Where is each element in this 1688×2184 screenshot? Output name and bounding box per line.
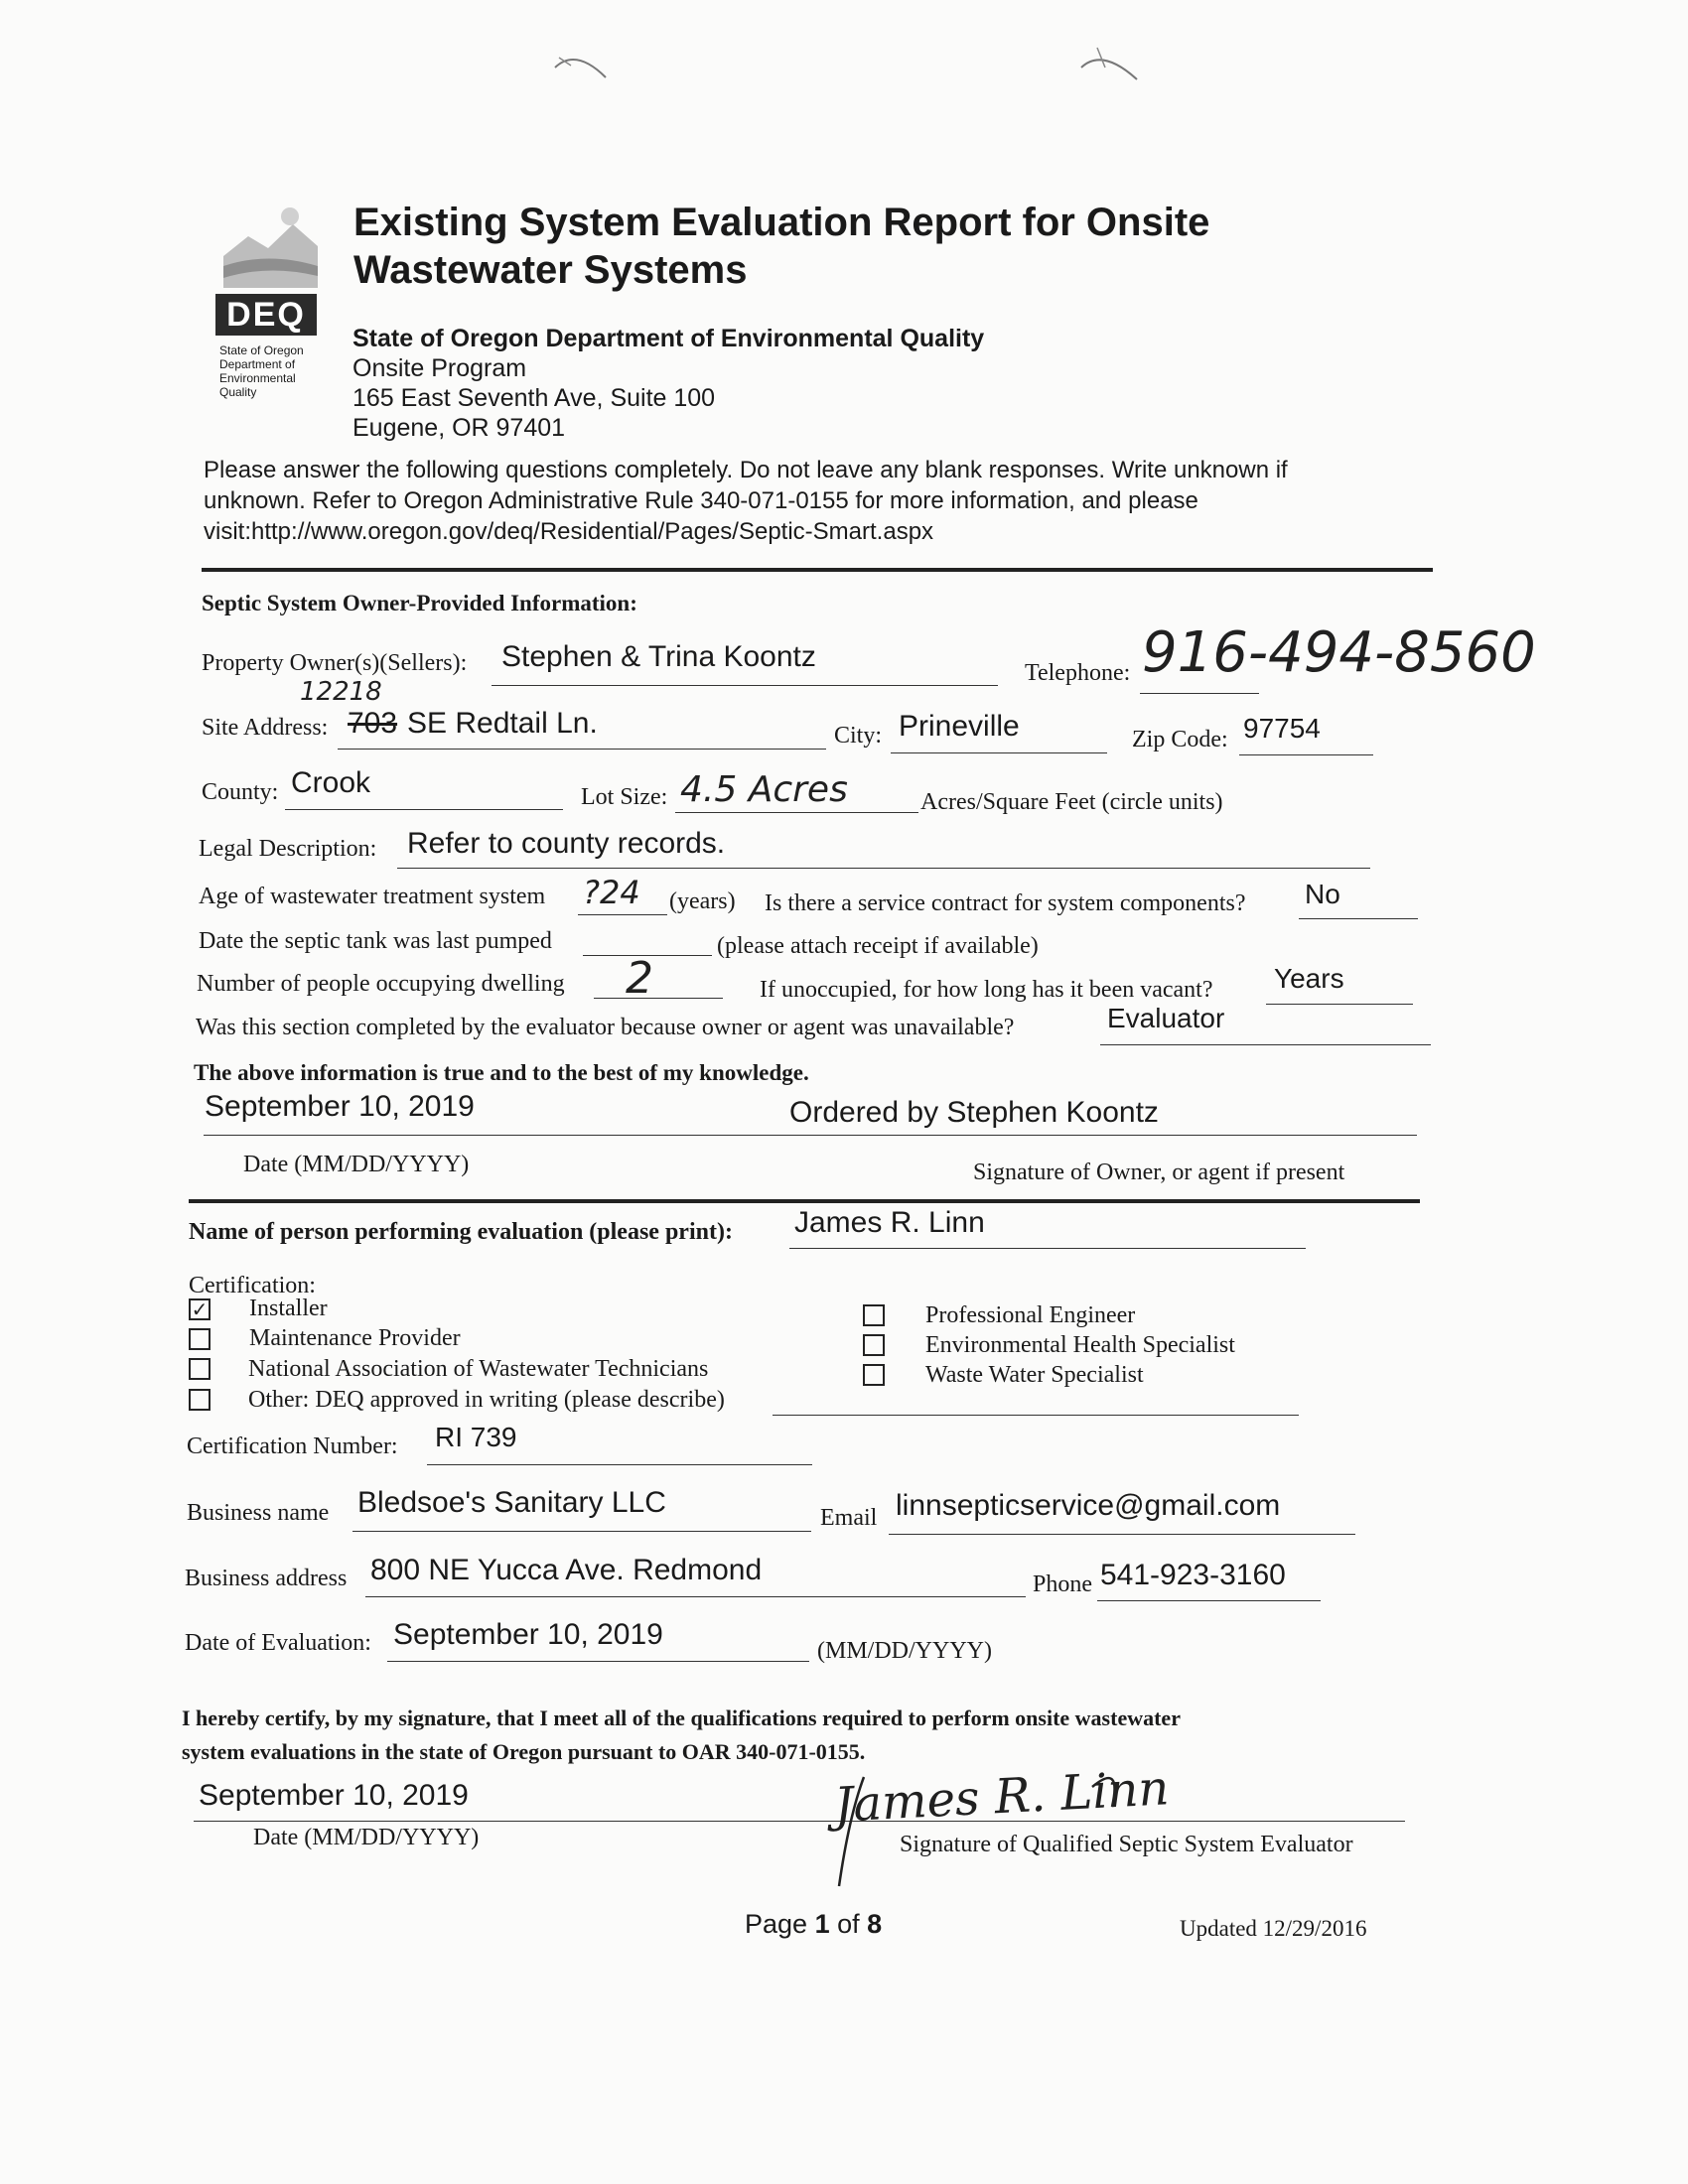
- scan-mark-left: [541, 38, 621, 87]
- cert-option-installer: Installer: [249, 1296, 328, 1321]
- checkbox-other[interactable]: [189, 1389, 211, 1411]
- business-address-field[interactable]: 800 NE Yucca Ave. Redmond: [370, 1554, 763, 1586]
- field-underline: [1140, 693, 1259, 694]
- final-signature-caption: Signature of Qualified Septic System Evaluator: [900, 1832, 1353, 1857]
- field-underline: [352, 1531, 811, 1532]
- owner-date-caption: Date (MM/DD/YYYY): [243, 1152, 470, 1177]
- evaluator-name-label: Name of person performing evaluation (please print):: [189, 1219, 733, 1245]
- evaluator-name-field[interactable]: James R. Linn: [794, 1206, 985, 1239]
- checkbox-nawt[interactable]: [189, 1358, 211, 1380]
- business-address-label: Business address: [185, 1566, 348, 1591]
- evaluation-date-format: (MM/DD/YYYY): [817, 1638, 992, 1664]
- field-underline: [492, 685, 998, 686]
- intro-text: [204, 455, 1288, 547]
- certify-line: I hereby certify, by my signature, that I meet all of the qualifications required to perform onsite wastewater: [182, 1706, 1181, 1730]
- legal-description-label: Legal Description:: [199, 836, 377, 862]
- email-field[interactable]: linnsepticservice@gmail.com: [896, 1489, 1281, 1522]
- city-label: City:: [834, 723, 883, 749]
- cert-number-field[interactable]: RI 739: [435, 1422, 517, 1452]
- certification-heading: Certification:: [189, 1273, 316, 1298]
- checkbox-maintenance-provider[interactable]: [189, 1328, 211, 1350]
- owner-section-heading: Septic System Owner-Provided Information:: [202, 591, 637, 615]
- vacancy-field[interactable]: Years: [1274, 963, 1344, 994]
- checkbox-professional-engineer[interactable]: [863, 1304, 885, 1326]
- title-line: Wastewater Systems: [353, 248, 748, 292]
- logo-caption: Department of: [219, 357, 296, 371]
- logo-caption: Environmental: [219, 371, 296, 385]
- intro-line: Please answer the following questions completely. Do not leave any blank responses. Write unknown if: [204, 457, 1288, 483]
- email-label: Email: [820, 1505, 878, 1531]
- owner-date-field[interactable]: September 10, 2019: [205, 1090, 475, 1123]
- service-contract-field[interactable]: No: [1305, 879, 1340, 909]
- cert-number-label: Certification Number:: [187, 1433, 398, 1459]
- field-underline: [1299, 918, 1418, 919]
- evaluation-date-field[interactable]: September 10, 2019: [393, 1618, 663, 1651]
- deq-logo-badge: DEQ: [215, 294, 317, 336]
- service-contract-label: Is there a service contract for system components?: [765, 890, 1246, 916]
- logo-caption: Quality: [219, 385, 257, 399]
- lot-units-label: Acres/Square Feet (circle units): [920, 789, 1223, 815]
- cert-option-other: Other: DEQ approved in writing (please describe): [248, 1387, 725, 1413]
- field-underline: [578, 914, 667, 915]
- business-name-label: Business name: [187, 1500, 330, 1526]
- program-name: Onsite Program: [352, 354, 527, 382]
- field-underline: [891, 752, 1107, 753]
- section-divider: [189, 1199, 1420, 1203]
- agency-name: State of Oregon Department of Environmental Quality: [352, 325, 985, 352]
- zip-field[interactable]: 97754: [1243, 713, 1321, 744]
- property-owner-label: Property Owner(s)(Sellers):: [202, 650, 468, 676]
- field-underline: [338, 749, 826, 750]
- site-address-struck: 703: [348, 707, 398, 740]
- scan-mark-right: [1067, 38, 1147, 87]
- landscape-icon: [218, 197, 328, 291]
- page-prefix: Page: [745, 1909, 815, 1939]
- cert-option-professional-engineer: Professional Engineer: [925, 1302, 1136, 1328]
- evaluator-question-label: Was this section completed by the evaluator because owner or agent was unavailable?: [196, 1015, 1015, 1040]
- field-underline: [1239, 754, 1373, 755]
- property-owner-field[interactable]: Stephen & Trina Koontz: [501, 640, 816, 673]
- site-address-field[interactable]: SE Redtail Ln.: [407, 707, 598, 740]
- county-label: County:: [202, 779, 279, 805]
- last-pumped-note: (please attach receipt if available): [717, 933, 1039, 959]
- field-underline: [675, 812, 918, 813]
- updated-date: Updated 12/29/2016: [1180, 1916, 1367, 1941]
- final-date-caption: Date (MM/DD/YYYY): [253, 1825, 480, 1850]
- page-of: of: [829, 1909, 868, 1939]
- lot-size-label: Lot Size:: [581, 784, 668, 810]
- cert-option-environmental-health-specialist: Environmental Health Specialist: [925, 1332, 1235, 1358]
- legal-description-field[interactable]: Refer to county records.: [407, 827, 726, 860]
- lot-size-field[interactable]: 4.5 Acres: [680, 769, 848, 810]
- field-underline: [789, 1248, 1306, 1249]
- business-name-field[interactable]: Bledsoe's Sanitary LLC: [357, 1486, 666, 1519]
- county-field[interactable]: Crook: [291, 766, 371, 799]
- field-underline: [427, 1464, 812, 1465]
- cert-option-maintenance-provider: Maintenance Provider: [249, 1325, 461, 1351]
- phone-field[interactable]: 541-923-3160: [1100, 1559, 1286, 1591]
- telephone-field[interactable]: 916-494-8560: [1142, 620, 1536, 685]
- page-title: [353, 199, 1209, 294]
- attestation-text: The above information is true and to the best of my knowledge.: [194, 1060, 809, 1085]
- zip-label: Zip Code:: [1132, 727, 1228, 752]
- cert-option-nawt: National Association of Wastewater Technicians: [248, 1356, 709, 1382]
- field-underline: [1266, 1004, 1413, 1005]
- checkbox-environmental-health-specialist[interactable]: [863, 1334, 885, 1356]
- system-age-label: Age of wastewater treatment system: [199, 884, 546, 909]
- city-field[interactable]: Prineville: [899, 710, 1020, 743]
- certify-line: system evaluations in the state of Oregon pursuant to OAR 340-071-0155.: [182, 1739, 866, 1764]
- vacancy-label: If unoccupied, for how long has it been vacant?: [760, 977, 1213, 1003]
- agency-block: [352, 324, 984, 443]
- intro-line: visit:http://www.oregon.gov/deq/Residential/Pages/Septic-Smart.aspx: [204, 518, 934, 545]
- page-current: 1: [814, 1909, 830, 1939]
- field-underline: [1097, 1600, 1321, 1601]
- field-underline: [397, 868, 1370, 869]
- evaluator-question-field[interactable]: Evaluator: [1107, 1003, 1225, 1033]
- field-underline: [285, 809, 563, 810]
- field-underline: [387, 1661, 809, 1662]
- field-underline: [889, 1534, 1355, 1535]
- deq-logo: [213, 197, 323, 415]
- site-address-correction: 12218: [300, 677, 382, 707]
- occupants-field[interactable]: 2: [626, 953, 653, 1004]
- cert-option-waste-water-specialist: Waste Water Specialist: [925, 1362, 1144, 1388]
- title-line: Existing System Evaluation Report for Onsite: [353, 201, 1210, 244]
- telephone-label: Telephone:: [1025, 660, 1131, 686]
- checkbox-waste-water-specialist[interactable]: [863, 1364, 885, 1386]
- owner-signature-field[interactable]: Ordered by Stephen Koontz: [789, 1096, 1159, 1129]
- checkbox-installer[interactable]: ✓: [189, 1298, 211, 1320]
- field-underline: [594, 998, 723, 999]
- occupants-label: Number of people occupying dwelling: [197, 971, 565, 997]
- evaluation-date-label: Date of Evaluation:: [185, 1630, 371, 1656]
- field-underline: [204, 1135, 1417, 1136]
- agency-address-1: 165 East Seventh Ave, Suite 100: [352, 384, 716, 412]
- site-address-label: Site Address:: [202, 715, 329, 741]
- system-age-field[interactable]: ?24: [583, 874, 640, 911]
- system-age-units: (years): [669, 888, 736, 914]
- field-underline: [1100, 1044, 1431, 1045]
- agency-address-2: Eugene, OR 97401: [352, 414, 566, 442]
- page-total: 8: [867, 1909, 883, 1939]
- page-number: [745, 1909, 882, 1940]
- field-underline: [365, 1596, 1026, 1597]
- last-pumped-label: Date the septic tank was last pumped: [199, 928, 552, 954]
- owner-signature-caption: Signature of Owner, or agent if present: [973, 1160, 1345, 1185]
- logo-caption: State of Oregon: [219, 343, 304, 357]
- intro-line: unknown. Refer to Oregon Administrative Rule 340-071-0155 for more information, and please: [204, 487, 1198, 514]
- signature-flourish: [794, 1757, 1211, 1896]
- section-divider: [202, 568, 1433, 572]
- other-description-field[interactable]: [773, 1415, 1299, 1416]
- phone-label: Phone: [1033, 1571, 1092, 1597]
- final-date-field[interactable]: September 10, 2019: [199, 1779, 469, 1812]
- evaluator-signature[interactable]: James R. Linn: [832, 1760, 1171, 1834]
